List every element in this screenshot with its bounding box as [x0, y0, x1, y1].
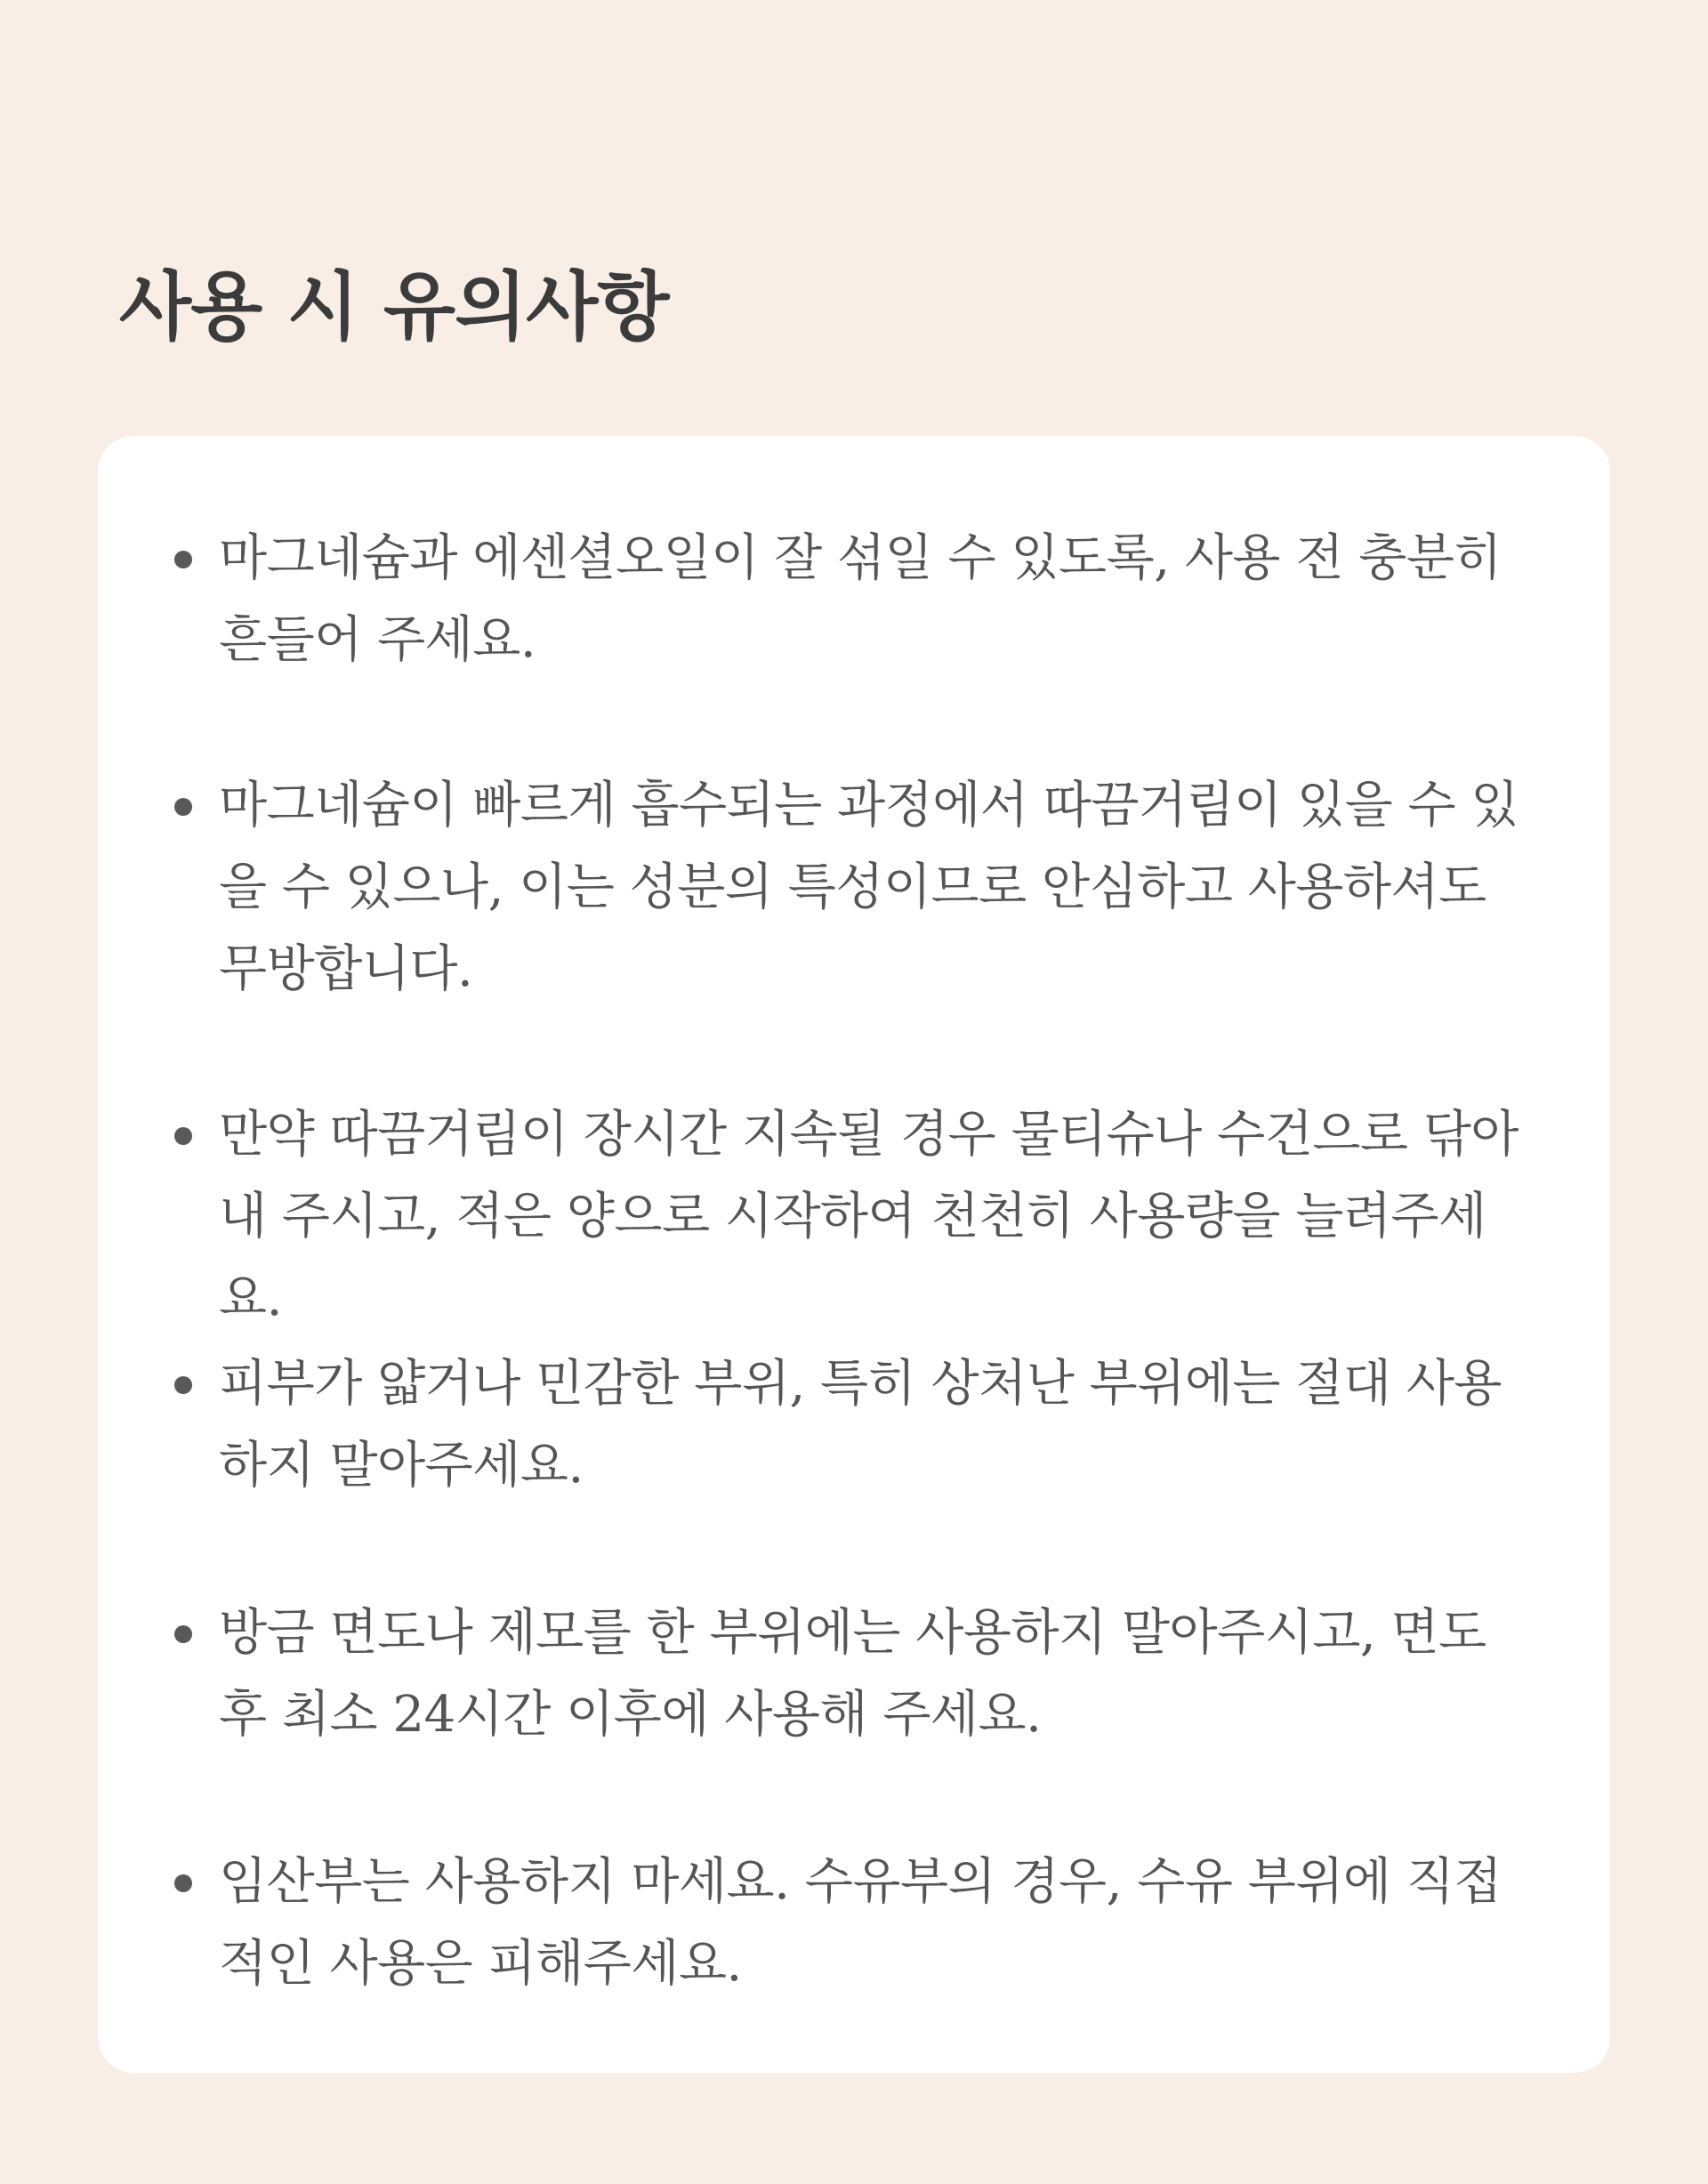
bullet-icon	[174, 1625, 192, 1643]
notice-card	[98, 436, 1610, 2073]
bullet-icon	[174, 1127, 192, 1145]
bullet-icon	[174, 1376, 192, 1394]
notice-item	[219, 765, 1544, 1011]
notice-item	[219, 518, 1544, 681]
notice-text: 만약 따끔거림이 장시간 지속될 경우 물티슈나 수건으로 닦아내 주시고, 적은 양으로 시작하여 천천히 사용량을 늘려주세요.	[219, 1106, 1519, 1327]
page-title: 사용 시 유의사항	[119, 263, 669, 351]
notice-text: 마그네슘과 에센셜오일이 잘 섞일 수 있도록, 사용 전 충분히 흔들어 주세요.	[219, 529, 1503, 669]
notice-item	[219, 1592, 1544, 1756]
notice-item	[219, 1343, 1544, 1507]
bullet-icon	[174, 551, 192, 568]
notice-text: 마그네슘이 빠르게 흡수되는 과정에서 따끔거림이 있을 수 있을 수 있으나, 이는 성분의 특성이므로 안심하고 사용하셔도 무방합니다.	[219, 777, 1519, 998]
notice-text: 임산부는 사용하지 마세요. 수유부의 경우, 수유 부위에 직접적인 사용은 피해주세요.	[219, 1853, 1503, 1993]
notice-item	[219, 1094, 1544, 1340]
notice-item	[219, 1841, 1544, 2005]
notice-text: 피부가 얇거나 민감한 부위, 특히 상처난 부위에는 절대 사용하지 말아주세요.	[219, 1355, 1503, 1495]
bullet-icon	[174, 1874, 192, 1892]
notice-text: 방금 면도나 제모를 한 부위에는 사용하지 말아주시고, 면도 후 최소 24시간 이후에 사용해 주세요.	[219, 1604, 1486, 1744]
bullet-icon	[174, 798, 192, 816]
